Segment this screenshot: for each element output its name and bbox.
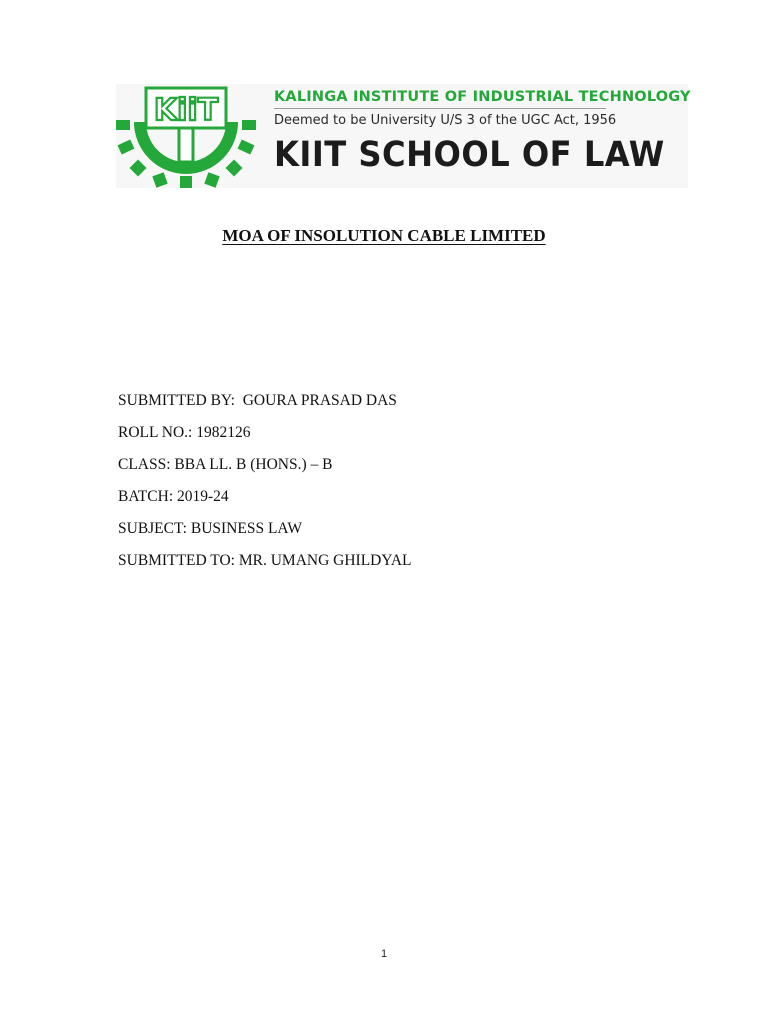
document-title: MOA OF INSOLUTION CABLE LIMITED <box>222 226 546 245</box>
logo-wordmark: KiiT <box>153 93 219 128</box>
class-info: CLASS: BBA LL. B (HONS.) – B <box>118 456 333 473</box>
roll-number: ROLL NO.: 1982126 <box>118 424 251 441</box>
submission-details <box>118 391 412 583</box>
deemed-university-text: Deemed to be University U/S 3 of the UGC Act, 1956 <box>274 113 617 128</box>
header-divider <box>274 108 606 109</box>
submitted-to: SUBMITTED TO: MR. UMANG GHILDYAL <box>118 552 412 569</box>
school-name: KIIT SCHOOL OF LAW <box>274 135 665 175</box>
kiit-logo <box>116 84 256 188</box>
submitted-by: SUBMITTED BY: GOURA PRASAD DAS <box>118 392 397 409</box>
subject-info: SUBJECT: BUSINESS LAW <box>118 520 303 537</box>
institution-header <box>274 88 691 175</box>
batch-info: BATCH: 2019-24 <box>118 488 229 505</box>
institute-name: KALINGA INSTITUTE OF INDUSTRIAL TECHNOLOGY <box>274 89 691 105</box>
page-number: 1 <box>380 948 388 960</box>
